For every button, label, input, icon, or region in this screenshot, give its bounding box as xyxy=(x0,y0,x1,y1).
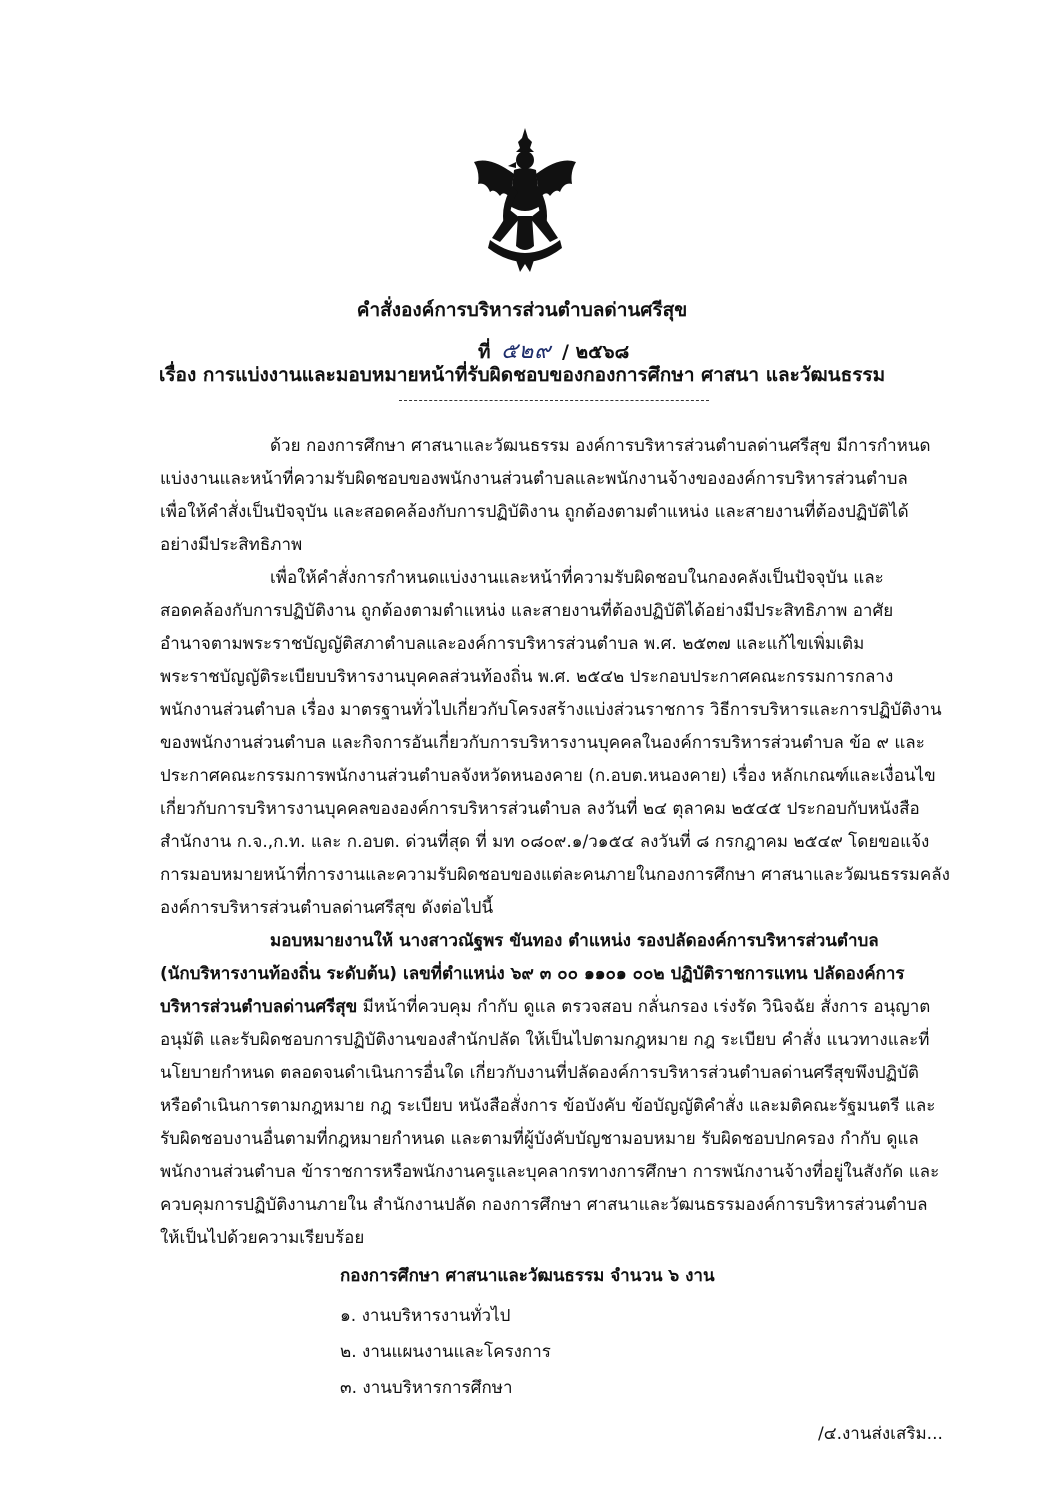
paragraph-line: สำนักงาน ก.จ.,ก.ท. และ ก.อบต. ด่วนที่สุด ที่ มท ๐๘๐๙.๑/ว๑๕๔ ลงวันที่ ๘ กรกฎาคม ๒๕๔๙ โดยขอแจ้ง xyxy=(160,832,930,852)
paragraph-line: องค์การบริหารส่วนตำบลด่านศรีสุข ดังต่อไปนี้ xyxy=(160,898,494,918)
continuation-note: /๔.งานส่งเสริม... xyxy=(818,1424,943,1444)
paragraph-line: ด้วย กองการศึกษา ศาสนาและวัฒนธรรม องค์การบริหารส่วนตำบลด่านศรีสุข มีการกำหนด xyxy=(270,436,931,456)
paragraph-line: อำนาจตามพระราชบัญญัติสภาตำบลและองค์การบริหารส่วนตำบล พ.ศ. ๒๕๓๗ และแก้ไขเพิ่มเติม xyxy=(160,634,865,654)
paragraph-line: เพื่อให้คำสั่งการกำหนดแบ่งงานและหน้าที่ความรับผิดชอบในกองคลังเป็นปัจจุบัน และ xyxy=(270,568,884,588)
list-item: ๒. งานแผนงานและโครงการ xyxy=(340,1342,551,1362)
paragraph-line: พนักงานส่วนตำบล ข้าราชการหรือพนักงานครูและบุคลากรทางการศึกษา การพนักงานจ้างที่อยู่ในสังกัด และ xyxy=(160,1162,940,1182)
paragraph-line: นโยบายกำหนด ตลอดจนดำเนินการอื่นใด เกี่ยวกับงานที่ปลัดองค์การบริหารส่วนตำบลด่านศรีสุขพึงปฏิบัติ xyxy=(160,1063,919,1083)
section-heading: กองการศึกษา ศาสนาและวัฒนธรรม จำนวน ๖ งาน xyxy=(340,1266,715,1286)
paragraph-line xyxy=(160,995,930,1019)
order-year: / ๒๕๖๘ xyxy=(562,341,630,363)
paragraph-line: หรือดำเนินการตามกฎหมาย กฎ ระเบียบ หนังสือสั่งการ ข้อบังคับ ข้อบัญญัติคำสั่ง และมติคณะรัฐมนตรี และ xyxy=(160,1096,936,1116)
paragraph-line: มอบหมายงานให้ นางสาวณัฐพร ขันทอง ตำแหน่ง รองปลัดองค์การบริหารส่วนตำบล xyxy=(270,931,879,951)
paragraph-line: เกี่ยวกับการบริหารงานบุคคลขององค์การบริหารส่วนตำบล ลงวันที่ ๒๔ ตุลาคม ๒๕๔๕ ประกอบกับหนังสือ xyxy=(160,799,920,819)
paragraph-line: (นักบริหารงานท้องถิ่น ระดับต้น) เลขที่ตำแหน่ง ๖๙ ๓ ๐๐ ๑๑๐๑ ๐๐๒ ปฏิบัติราชการแทน ปลัดองค์การ xyxy=(160,964,905,984)
paragraph-line: สอดคล้องกับการปฏิบัติงาน ถูกต้องตามตำแหน่ง และสายงานที่ต้องปฏิบัติได้อย่างมีประสิทธิภาพ อาศัย xyxy=(160,601,894,621)
garuda-emblem-icon xyxy=(470,126,580,276)
paragraph-line: แบ่งงานและหน้าที่ความรับผิดชอบของพนักงานส่วนตำบลและพนักงานจ้างขององค์การบริหารส่วนตำบล xyxy=(160,469,908,489)
order-handwritten-number: ๕๒๙ xyxy=(501,339,552,364)
paragraph-line: ให้เป็นไปด้วยความเรียบร้อย xyxy=(160,1228,365,1248)
paragraph-line: อย่างมีประสิทธิภาพ xyxy=(160,535,303,555)
paragraph-line: เพื่อให้คำสั่งเป็นปัจจุบัน และสอดคล้องกับการปฏิบัติงาน ถูกต้องตามตำแหน่ง และสายงานที่ต้องปฏิบัติได้ xyxy=(160,502,909,522)
list-item: ๓. งานบริหารการศึกษา xyxy=(340,1378,513,1398)
paragraph-line: ประกาศคณะกรรมการพนักงานส่วนตำบลจังหวัดหนองคาย (ก.อบต.หนองคาย) เรื่อง หลักเกณฑ์และเงื่อนไข xyxy=(160,766,936,786)
document-subject: เรื่อง การแบ่งงานและมอบหมายหน้าที่รับผิดชอบของกองการศึกษา ศาสนา และวัฒนธรรม xyxy=(158,364,886,386)
document-title: คำสั่งองค์การบริหารส่วนตำบลด่านศรีสุข xyxy=(356,299,688,321)
paragraph-line: พระราชบัญญัติระเบียบบริหารงานบุคคลส่วนท้องถิ่น พ.ศ. ๒๕๔๒ ประกอบประกาศคณะกรรมการกลาง xyxy=(160,667,894,687)
paragraph-bold-span: บริหารส่วนตำบลด่านศรีสุข xyxy=(160,997,358,1017)
paragraph-line: รับผิดชอบงานอื่นตามที่กฎหมายกำหนด และตามที่ผู้บังคับบัญชามอบหมาย รับผิดชอบปกครอง กำกับ ดูแล xyxy=(160,1129,919,1149)
paragraph-span: มีหน้าที่ควบคุม กำกับ ดูแล ตรวจสอบ กลั่นกรอง เร่งรัด วินิจฉัย สั่งการ อนุญาต xyxy=(357,997,931,1017)
paragraph-line: ควบคุมการปฏิบัติงานภายใน สำนักงานปลัด กองการศึกษา ศาสนาและวัฒนธรรมองค์การบริหารส่วนตำบล xyxy=(160,1195,928,1215)
list-item: ๑. งานบริหารงานทั่วไป xyxy=(340,1306,511,1326)
paragraph-line: ของพนักงานส่วนตำบล และกิจการอันเกี่ยวกับการบริหารงานบุคคลในองค์การบริหารส่วนตำบล ข้อ ๙ และ xyxy=(160,733,925,753)
paragraph-line: การมอบหมายหน้าที่การงานและความรับผิดชอบของแต่ละคนภายในกองการศึกษา ศาสนาและวัฒนธรรมคลัง xyxy=(160,865,950,885)
paragraph-line: พนักงานส่วนตำบล เรื่อง มาตรฐานทั่วไปเกี่ยวกับโครงสร้างแบ่งส่วนราชการ วิธีการบริหารและการปฏิบัติงาน xyxy=(160,700,942,720)
divider xyxy=(399,400,709,401)
paragraph-line: อนุมัติ และรับผิดชอบการปฏิบัติงานของสำนักปลัด ให้เป็นไปตามกฎหมาย กฎ ระเบียบ คำสั่ง แนวทางและที่ xyxy=(160,1030,930,1050)
order-prefix: ที่ xyxy=(478,341,491,363)
